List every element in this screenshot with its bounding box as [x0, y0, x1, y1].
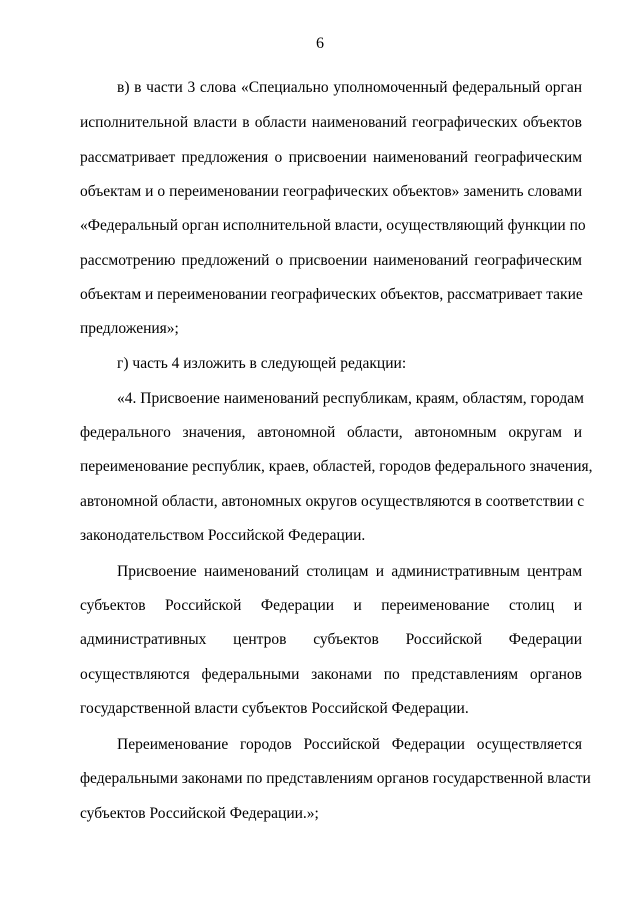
text-line: исполнительной власти в области наименований географических объектов — [80, 114, 582, 131]
page-number: 6 — [316, 35, 324, 52]
text-line: рассматривает предложения о присвоении наименований географическим — [80, 149, 582, 166]
text-line: «4. Присвоение наименований республикам, краям, областям, городам — [117, 390, 584, 407]
text-line: законодательством Российской Федерации. — [80, 527, 366, 544]
text-line: субъектов Российской Федерации и переименование столиц и — [80, 597, 582, 614]
text-line: автономной области, автономных округов осуществляются в соответствии с — [80, 493, 585, 510]
text-line: административных центров субъектов Российской Федерации — [80, 631, 582, 648]
text-line: «Федеральный орган исполнительной власти, осуществляющий функции по — [80, 217, 586, 234]
text-line: субъектов Российской Федерации.»; — [80, 805, 319, 822]
text-line: Переименование городов Российской Федерации осуществляется — [117, 736, 582, 753]
text-line: предложения»; — [80, 320, 179, 337]
text-line: федерального значения, автономной области, автономным округам и — [80, 424, 582, 441]
text-line: рассмотрению предложений о присвоении наименований географическим — [80, 252, 582, 269]
text-line: переименование республик, краев, областей, городов федерального значения, — [80, 458, 593, 475]
text-line: федеральными законами по представлениям органов государственной власти — [80, 770, 591, 787]
text-line: государственной власти субъектов Российской Федерации. — [80, 700, 469, 717]
text-line: объектам и переименовании географических объектов, рассматривает такие — [80, 286, 583, 303]
text-line: объектам и о переименовании географических объектов» заменить словами — [80, 183, 582, 200]
text-line: Присвоение наименований столицам и административным центрам — [117, 563, 582, 580]
text-line: в) в части 3 слова «Специально уполномоченный федеральный орган — [117, 79, 582, 96]
text-line: осуществляются федеральными законами по представлениям органов — [80, 666, 582, 683]
text-line: г) часть 4 изложить в следующей редакции: — [117, 355, 407, 372]
